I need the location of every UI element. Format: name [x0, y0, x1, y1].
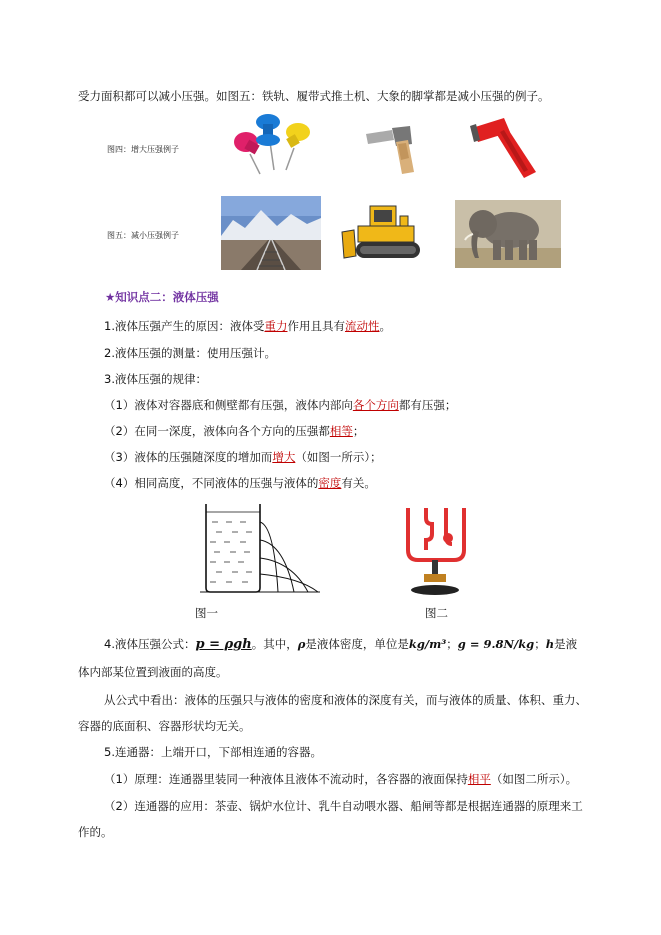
p4-d: ；: [446, 637, 458, 651]
p4-line1: [104, 636, 577, 653]
rule-2: [104, 423, 364, 439]
r4-a: （4）相同高度，不同液体的压强与液体的: [104, 476, 319, 490]
r1-c: 都有压强；: [398, 398, 457, 412]
p1-a: 1.液体压强产生的原因：液体受: [104, 319, 265, 333]
c2-line2: 作的。: [78, 825, 113, 839]
p4-a: 4.液体压强公式：: [104, 637, 196, 651]
c2-line1: （2）连通器的应用：茶壶、锅炉水位计、乳牛自动喂水器、船闸等都是根据连通器的原理来工: [104, 799, 583, 813]
connected-vessel-diagram: [398, 504, 474, 600]
intro-text: 受力面积都可以减小压强。如图五：铁轨、履带式推土机、大象的脚掌都是减小压强的例子。: [78, 89, 550, 103]
bulldozer-image: [340, 202, 426, 264]
p5-line: 5.连通器：上端开口，下部相连通的容器。: [104, 745, 322, 759]
p1-e: 。: [379, 319, 391, 333]
c1-b: 相平: [467, 772, 491, 786]
h-symbol: h: [545, 637, 555, 651]
r3-b: 增大: [272, 450, 296, 464]
fig1-caption: 图一: [195, 606, 218, 620]
r4-c: 有关。: [341, 476, 376, 490]
railway-image: [221, 196, 321, 270]
section-title: ★知识点二：液体压强: [105, 290, 219, 304]
rule-1: [104, 397, 456, 413]
r1-a: （1）液体对容器底和侧壁都有压强，液体内部向: [104, 398, 353, 412]
p1-d: 流动性: [344, 319, 380, 333]
safety-hammer-image: [470, 112, 542, 182]
p1-c: 作用且具有: [287, 319, 345, 333]
c1-line: [104, 771, 577, 787]
c1-c: （如图二所示）。: [490, 772, 578, 786]
p4-b: 。其中，: [251, 637, 298, 651]
r3-c: （如图一所示）；: [295, 450, 382, 464]
p4b-line1: 从公式中看出：液体的压强只与液体的密度和液体的深度有关，而与液体的质量、体积、重力、: [104, 693, 587, 707]
r1-b: 各个方向: [352, 398, 399, 412]
density-unit: kg/m³: [408, 637, 447, 651]
p2-line: 2.液体压强的测量：使用压强计。: [104, 346, 276, 360]
r3-a: （3）液体的压强随深度的增加而: [104, 450, 273, 464]
container-jets-diagram: [196, 500, 322, 596]
p4-e: ；: [534, 637, 546, 651]
fig5-caption: 图五：减小压强例子: [107, 231, 179, 240]
p3-line: 3.液体压强的规律：: [104, 372, 207, 386]
r2-c: ；: [352, 424, 365, 438]
axe-image: [362, 118, 418, 176]
p4-line2: 体内部某位置到液面的高度。: [78, 665, 228, 679]
rule-4: [104, 475, 376, 491]
r4-b: 密度: [318, 476, 342, 490]
pressure-formula: p = ρgh: [195, 637, 252, 652]
elephant-image: [455, 200, 561, 268]
c1-a: （1）原理：连通器里装同一种液体且液体不流动时，各容器的液面保持: [104, 772, 468, 786]
p1-line: [104, 318, 391, 334]
rule-3: [104, 449, 382, 465]
p4-c: 是液体密度，单位是: [305, 637, 409, 651]
fig4-caption: 图四：增大压强例子: [107, 145, 179, 154]
rho-symbol: ρ: [297, 637, 306, 651]
fig2-caption: 图二: [425, 606, 448, 620]
p4-f: 是液: [554, 637, 578, 651]
r2-a: （2）在同一深度，液体向各个方向的压强都: [104, 424, 330, 438]
pushpins-image: [228, 112, 318, 184]
r2-b: 相等: [329, 424, 353, 438]
gravity-value: g = 9.8N/kg: [457, 637, 535, 651]
p4b-line2: 容器的底面积、容器形状均无关。: [78, 719, 251, 733]
p1-b: 重力: [264, 319, 288, 333]
